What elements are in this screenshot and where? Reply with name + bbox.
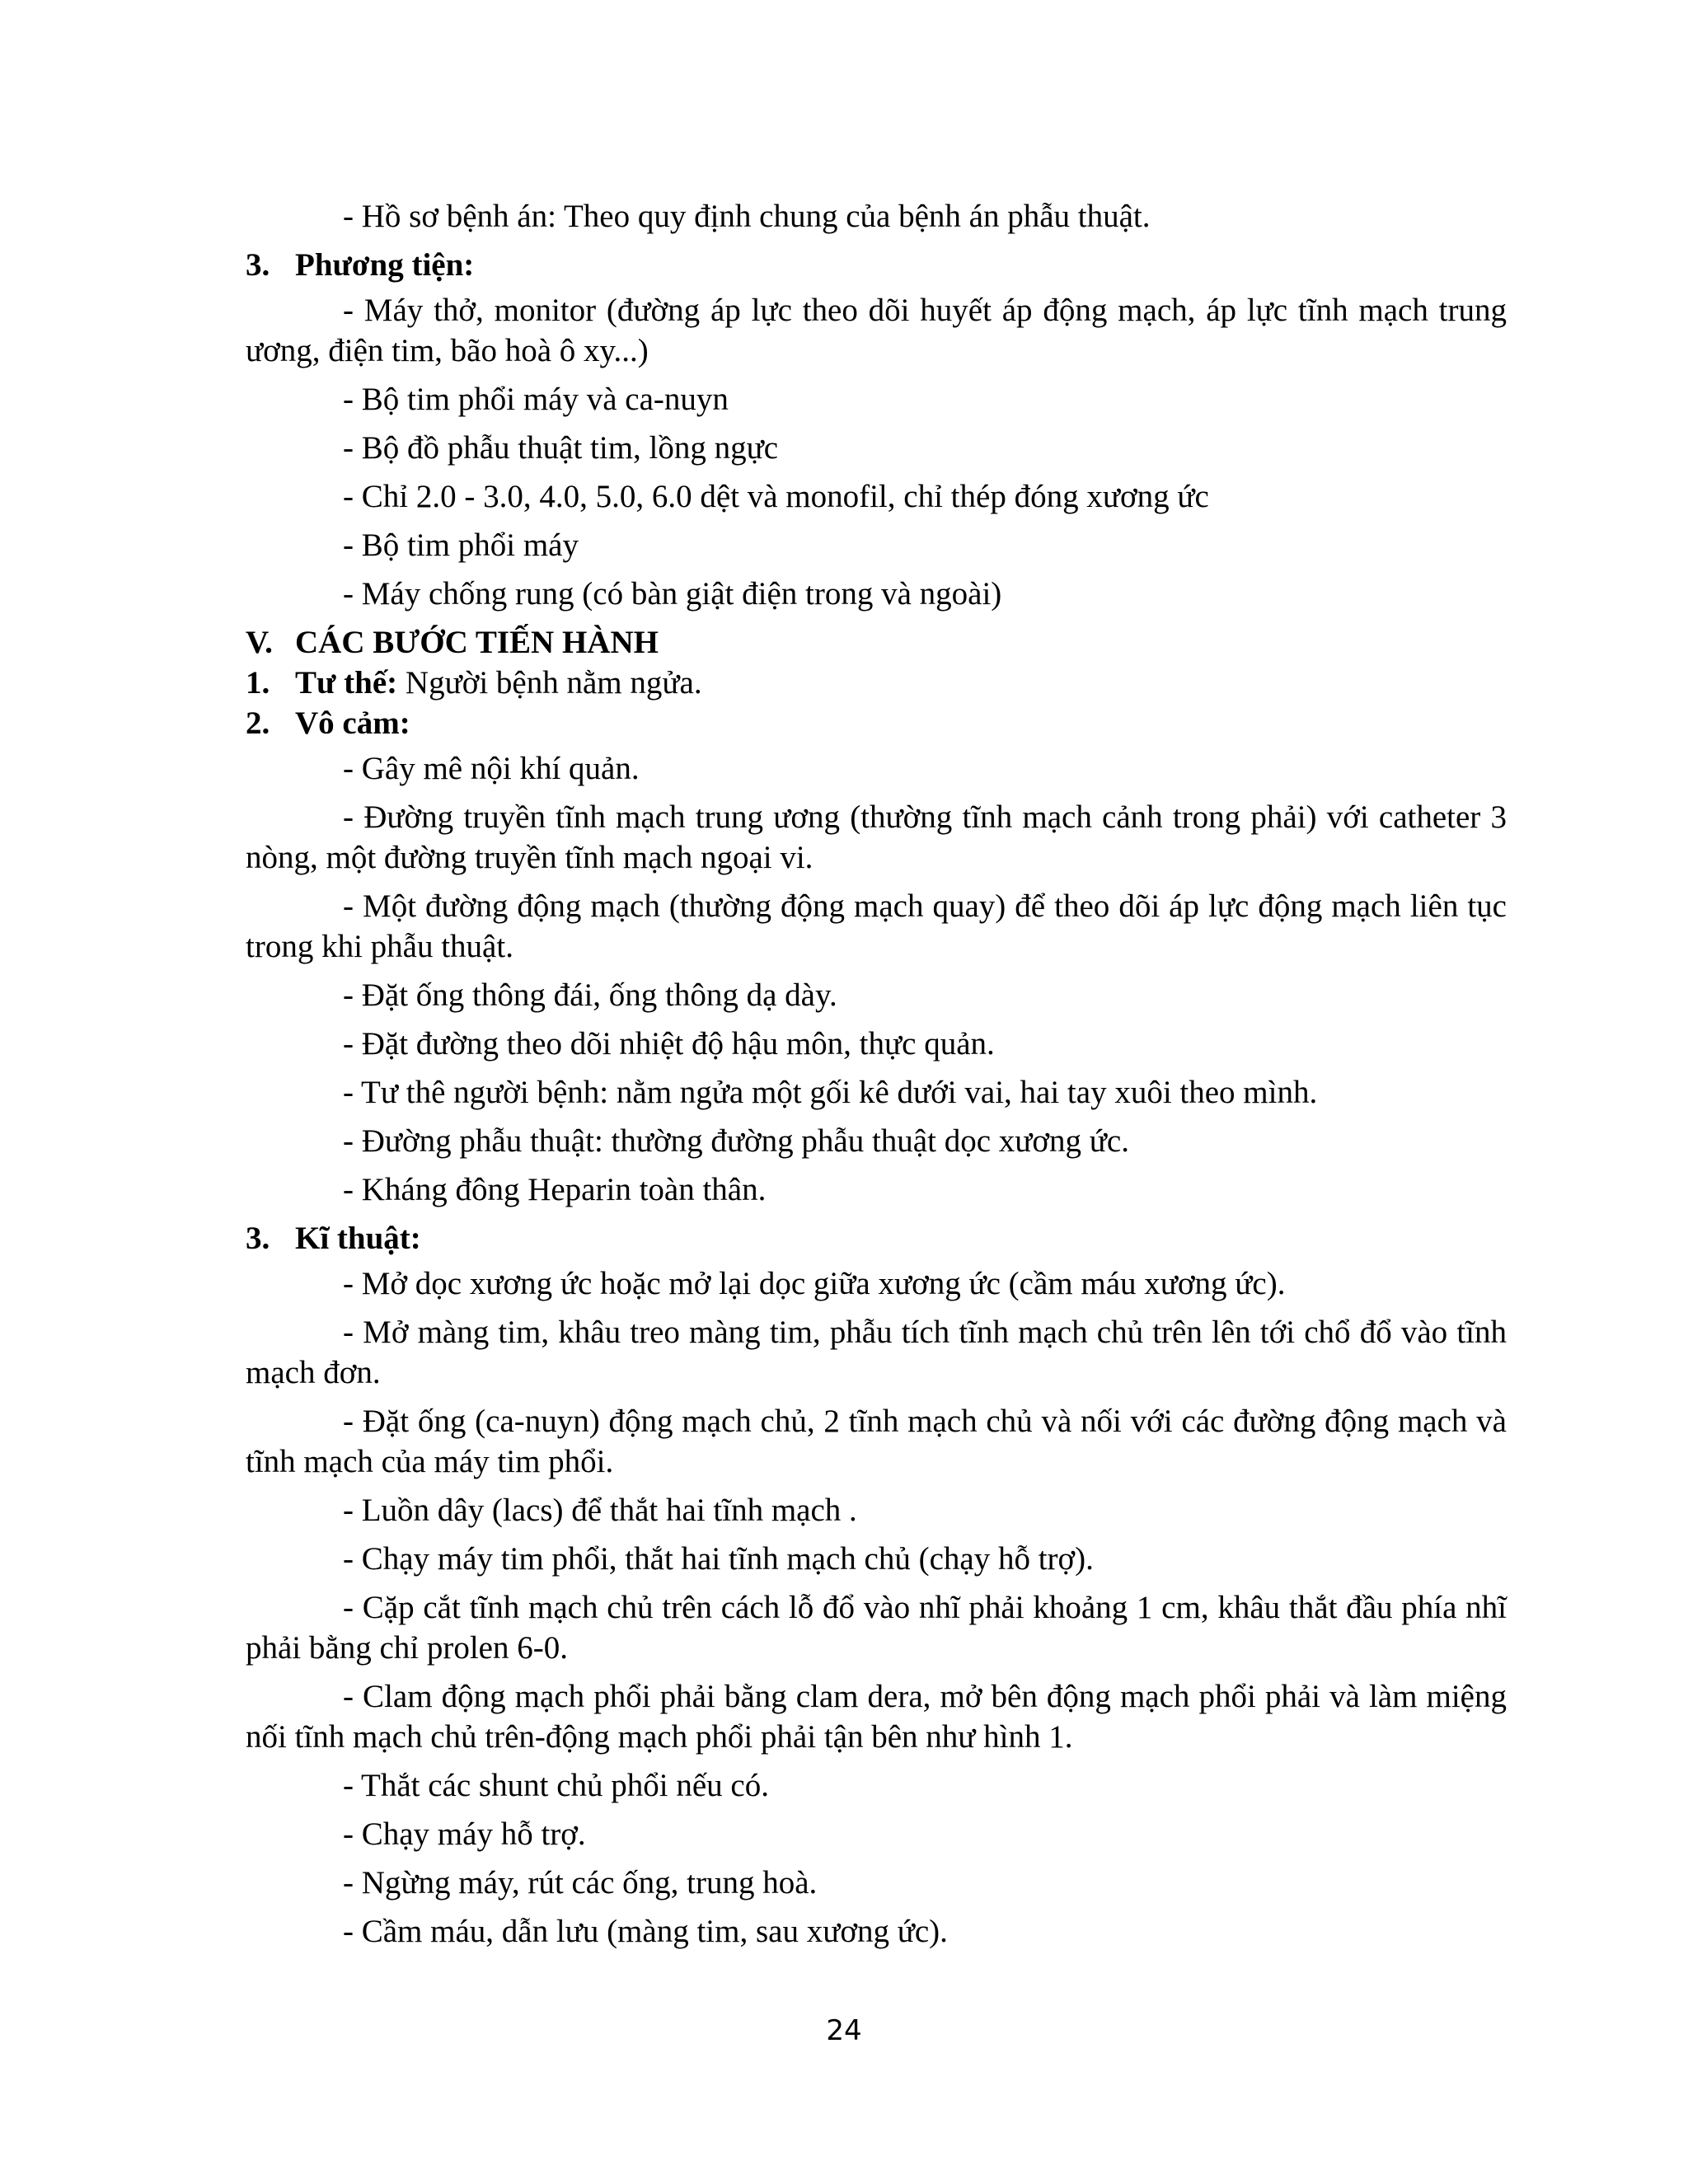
heading-number: 2. (246, 705, 270, 741)
anesthesia-item: - Gây mê nội khí quản. (343, 751, 640, 786)
anesthesia-item: - Đường phẫu thuật: thường đường phẫu thuật dọc xương ức. (343, 1123, 1129, 1159)
heading-title: Kĩ thuật: (295, 1221, 421, 1256)
anesthesia-item: - Kháng đông Heparin toàn thân. (343, 1172, 767, 1207)
technique-item: - Luồn dây (lacs) để thắt hai tĩnh mạch . (343, 1493, 857, 1528)
equipment-item: - Bộ tim phổi máy (343, 527, 579, 563)
heading-position (246, 663, 1507, 703)
heading-steps (246, 622, 1507, 663)
anesthesia-item: - Đặt ống thông đái, ống thông dạ dày. (343, 977, 837, 1013)
technique-item: - Thắt các shunt chủ phổi nếu có. (343, 1768, 769, 1803)
heading-number: 3. (246, 1221, 270, 1256)
heading-equipment (246, 245, 1507, 285)
anesthesia-item: - Đặt đường theo dõi nhiệt độ hậu môn, thực quản. (343, 1026, 995, 1062)
technique-item: - Chạy máy hỗ trợ. (343, 1816, 586, 1852)
paragraph-medical-record: - Hồ sơ bệnh án: Theo quy định chung của bệnh án phẫu thuật. (343, 199, 1151, 234)
equipment-item: - Máy thở, monitor (đường áp lực theo dõi huyết áp động mạch, áp lực tĩnh mạch trung ương, điện tim, bão hoà ô xy...) (246, 293, 1507, 368)
heading-title: Vô cảm: (295, 705, 410, 741)
anesthesia-item: - Đường truyền tĩnh mạch trung ương (thường tĩnh mạch cảnh trong phải) với catheter 3 nòng, một đường truyền tĩnh mạch ngoại vi. (246, 799, 1507, 875)
document-page (246, 196, 1507, 1960)
equipment-item: - Bộ tim phổi máy và ca-nuyn (343, 382, 729, 417)
heading-number: 1. (246, 665, 270, 701)
equipment-item: - Chỉ 2.0 - 3.0, 4.0, 5.0, 6.0 dệt và monofil, chỉ thép đóng xương ức (343, 479, 1209, 514)
heading-anesthesia (246, 703, 1507, 743)
equipment-item: - Bộ đồ phẫu thuật tim, lồng ngực (343, 430, 779, 466)
technique-item: - Mở màng tim, khâu treo màng tim, phẫu tích tĩnh mạch chủ trên lên tới chổ đổ vào tĩnh mạch đơn. (246, 1315, 1507, 1390)
technique-item: - Clam động mạch phổi phải bằng clam dera, mở bên động mạch phổi phải và làm miệng nối tĩnh mạch chủ trên-động mạch phổi phải tận bên như hình 1. (246, 1679, 1507, 1755)
heading-number: 3. (246, 247, 270, 283)
technique-item: - Chạy máy tim phổi, thắt hai tĩnh mạch chủ (chạy hỗ trợ). (343, 1541, 1094, 1577)
anesthesia-item: - Tư thê người bệnh: nằm ngửa một gối kê dưới vai, hai tay xuôi theo mình. (343, 1075, 1318, 1110)
technique-item: - Cầm máu, dẫn lưu (màng tim, sau xương ức). (343, 1914, 948, 1949)
heading-technique (246, 1218, 1507, 1258)
technique-item: - Cặp cắt tĩnh mạch chủ trên cách lỗ đổ vào nhĩ phải khoảng 1 cm, khâu thắt đầu phía nhĩ phải bằng chỉ prolen 6-0. (246, 1590, 1507, 1666)
heading-text: Người bệnh nằm ngửa. (397, 665, 702, 701)
anesthesia-item: - Một đường động mạch (thường động mạch quay) để theo dõi áp lực động mạch liên tục trong khi phẫu thuật. (246, 888, 1507, 964)
technique-item: - Đặt ống (ca-nuyn) động mạch chủ, 2 tĩnh mạch chủ và nối với các đường động mạch và tĩnh mạch của máy tim phổi. (246, 1404, 1507, 1479)
heading-title: CÁC BƯỚC TIẾN HÀNH (295, 625, 659, 660)
technique-item: - Mở dọc xương ức hoặc mở lại dọc giữa xương ức (cầm máu xương ức). (343, 1266, 1286, 1301)
page-number: 24 (826, 2014, 862, 2047)
heading-number: V. (246, 625, 273, 660)
heading-title: Phương tiện: (295, 247, 475, 283)
equipment-item: - Máy chống rung (có bàn giật điện trong và ngoài) (343, 576, 1002, 612)
technique-item: - Ngừng máy, rút các ống, trung hoà. (343, 1865, 818, 1900)
heading-title: Tư thế: (295, 665, 398, 701)
